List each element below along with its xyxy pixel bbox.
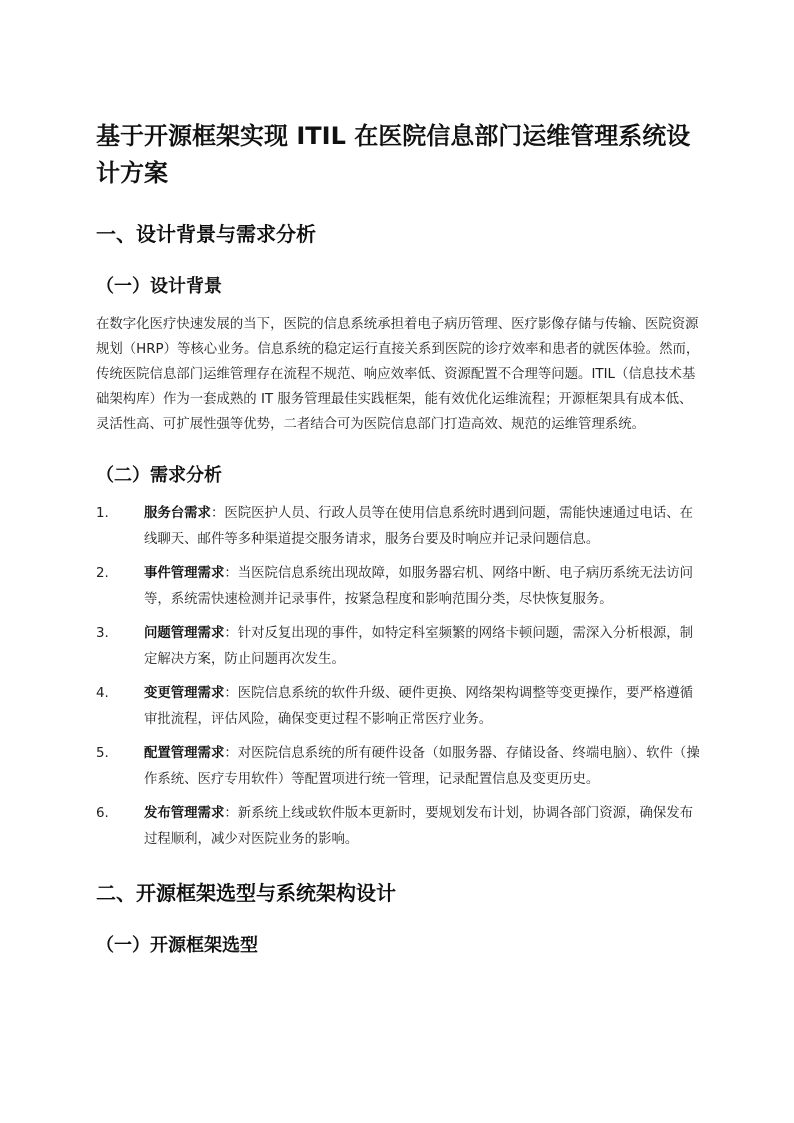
list-item-text: ：医院信息系统的软件升级、硬件更换、网络架构调整等变更操作，要严格遵循审批流程，评估风险，确保变更过程不影响正常医疗业务。	[144, 686, 694, 727]
background-paragraph: 在数字化医疗快速发展的当下，医院的信息系统承担着电子病历管理、医疗影像存储与传输、医院资源规划（HRP）等核心业务。信息系统的稳定运行直接关系到医院的诊疗效率和患者的就医体验。然而，传统医院信息部门运维管理存在流程不规范、响应效率低、资源配置不合理等问题。ITIL（信息技术基础架构库）作为一套成熟的 IT 服务管理最佳实践框架，能有效优化运维流程；开源框架具有成本低、灵活性高、可扩展性强等优势，二者结合可为医院信息部门打造高效、规范的运维管理系统。	[96, 317, 700, 432]
list-item	[96, 801, 702, 853]
subsection-heading-background: （一）设计背景	[96, 276, 222, 297]
list-item-title: 服务台需求	[144, 506, 211, 521]
list-item-number: 6.	[96, 806, 109, 821]
list-item-title: 变更管理需求	[144, 686, 225, 701]
list-item-title: 事件管理需求	[144, 566, 225, 581]
list-item-title: 配置管理需求	[144, 746, 225, 761]
list-item-number: 2.	[96, 566, 109, 581]
list-item	[96, 501, 702, 553]
list-item	[96, 681, 702, 733]
section-heading-1: 一、设计背景与需求分析	[96, 222, 316, 246]
list-item-number: 1.	[96, 506, 109, 521]
list-item-text: ：新系统上线或软件版本更新时，要规划发布计划，协调各部门资源，确保发布过程顺利，减少对医院业务的影响。	[144, 806, 694, 847]
section-heading-2: 二、开源框架选型与系统架构设计	[96, 881, 396, 905]
list-item-text: ：针对反复出现的事件，如特定科室频繁的网络卡顿问题，需深入分析根源，制定解决方案，防止问题再次发生。	[144, 626, 694, 667]
subsection-heading-requirements: （二）需求分析	[96, 465, 222, 486]
list-item-number: 5.	[96, 746, 109, 761]
subsection-heading-framework-selection: （一）开源框架选型	[96, 935, 258, 956]
list-item	[96, 741, 702, 793]
list-item-number: 4.	[96, 686, 109, 701]
list-item-text: ：对医院信息系统的所有硬件设备（如服务器、存储设备、终端电脑）、软件（操作系统、医疗专用软件）等配置项进行统一管理，记录配置信息及变更历史。	[144, 746, 700, 787]
list-item-text: ：当医院信息系统出现故障，如服务器宕机、网络中断、电子病历系统无法访问等，系统需快速检测并记录事件，按紧急程度和影响范围分类，尽快恢复服务。	[144, 566, 694, 607]
list-item-text: ：医院医护人员、行政人员等在使用信息系统时遇到问题，需能快速通过电话、在线聊天、邮件等多种渠道提交服务请求，服务台要及时响应并记录问题信息。	[144, 506, 694, 547]
list-item-title: 发布管理需求	[144, 806, 225, 821]
list-item	[96, 561, 702, 613]
list-item-title: 问题管理需求	[144, 626, 225, 641]
requirements-list	[96, 501, 702, 853]
document-page	[96, 118, 702, 959]
list-item	[96, 621, 702, 673]
document-title: 基于开源框架实现 ITIL 在医院信息部门运维管理系统设计方案	[96, 122, 691, 187]
list-item-number: 3.	[96, 626, 109, 641]
